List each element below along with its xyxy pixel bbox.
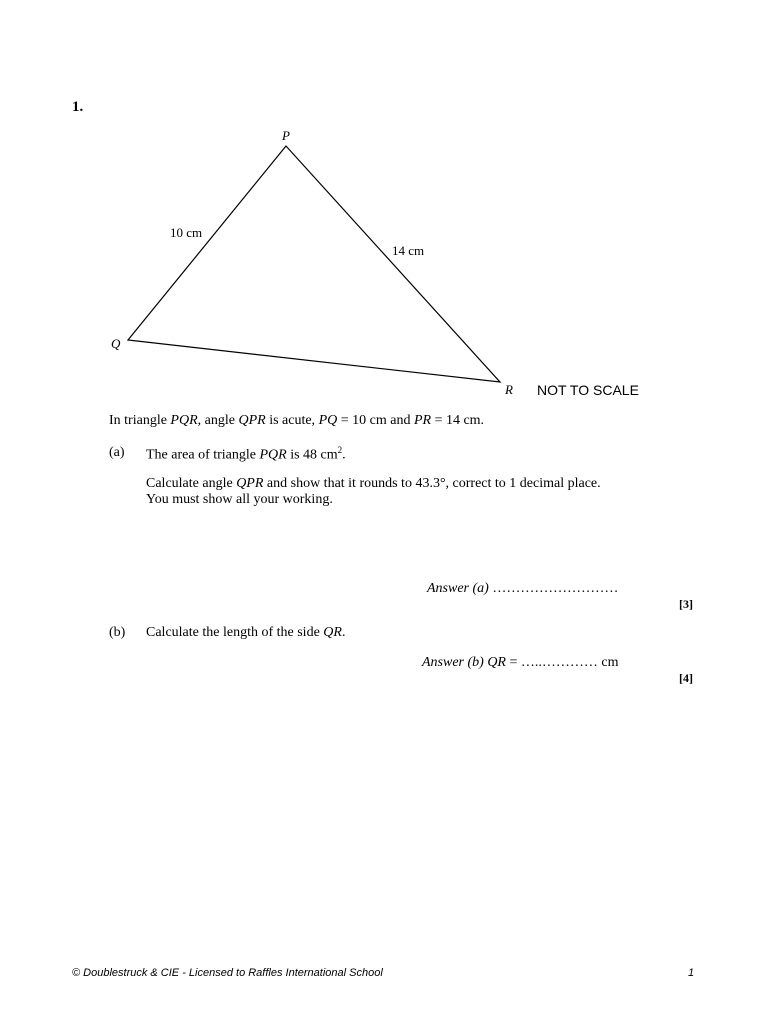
part-b-text-segment: Calculate the length of the side	[146, 625, 324, 640]
intro-text: PQ	[318, 413, 338, 428]
page-number: 1	[688, 967, 695, 979]
part-a-line-1	[146, 445, 346, 464]
question-intro	[109, 413, 484, 429]
intro-text: PQR	[170, 413, 198, 428]
intro-text: PR	[413, 413, 432, 428]
vertex-r-label: R	[505, 382, 513, 397]
vertex-p-label: P	[282, 128, 290, 143]
answer-a-label: Answer (a)	[427, 581, 489, 596]
part-a-label: (a)	[109, 445, 125, 460]
part-a-text: is 48 cm	[286, 447, 338, 463]
triangle-pqr	[128, 146, 500, 382]
part-a-line-2	[146, 476, 601, 492]
intro-text: QPR	[238, 413, 266, 428]
footer-copyright: © Doublestruck & CIE - Licensed to Raffles International School	[72, 967, 383, 979]
answer-b-label: Answer (b) QR	[422, 655, 506, 670]
part-b-text-segment: QR	[323, 625, 342, 640]
part-a-text: Calculate angle	[146, 476, 237, 491]
part-b-text	[146, 625, 345, 641]
answer-b-line	[422, 655, 619, 671]
marks-a: [3]	[679, 597, 693, 611]
answer-a-dots[interactable]: ………………………	[488, 581, 619, 596]
part-a-text: and show that it rounds to 43.3°, correct to 1 decimal place.	[263, 476, 601, 491]
part-b-label: (b)	[109, 625, 126, 640]
intro-text: = 14 cm.	[431, 413, 485, 428]
intro-text: In triangle	[109, 413, 171, 428]
vertex-q-label: Q	[111, 336, 121, 351]
marks-b: [4]	[679, 671, 693, 685]
superscript: 2	[337, 445, 343, 455]
answer-b-dots[interactable]: = …..………… cm	[506, 655, 619, 670]
side-pr-label: 14 cm	[392, 243, 425, 258]
intro-text: = 10 cm and	[337, 413, 414, 428]
question-number: 1.	[72, 99, 84, 115]
intro-text: , angle	[197, 413, 239, 428]
part-b-text-segment: .	[341, 625, 346, 640]
part-a-text: .	[342, 447, 346, 463]
intro-text: is acute,	[265, 413, 319, 428]
not-to-scale-note: NOT TO SCALE	[537, 382, 639, 398]
part-a-text: PQR	[259, 447, 287, 463]
answer-a-line	[427, 581, 618, 597]
part-a-text: The area of triangle	[146, 447, 260, 463]
part-a-line-3: You must show all your working.	[146, 492, 333, 507]
side-pq-label: 10 cm	[170, 225, 203, 240]
triangle-diagram	[100, 120, 560, 400]
part-a-text: QPR	[236, 476, 264, 491]
